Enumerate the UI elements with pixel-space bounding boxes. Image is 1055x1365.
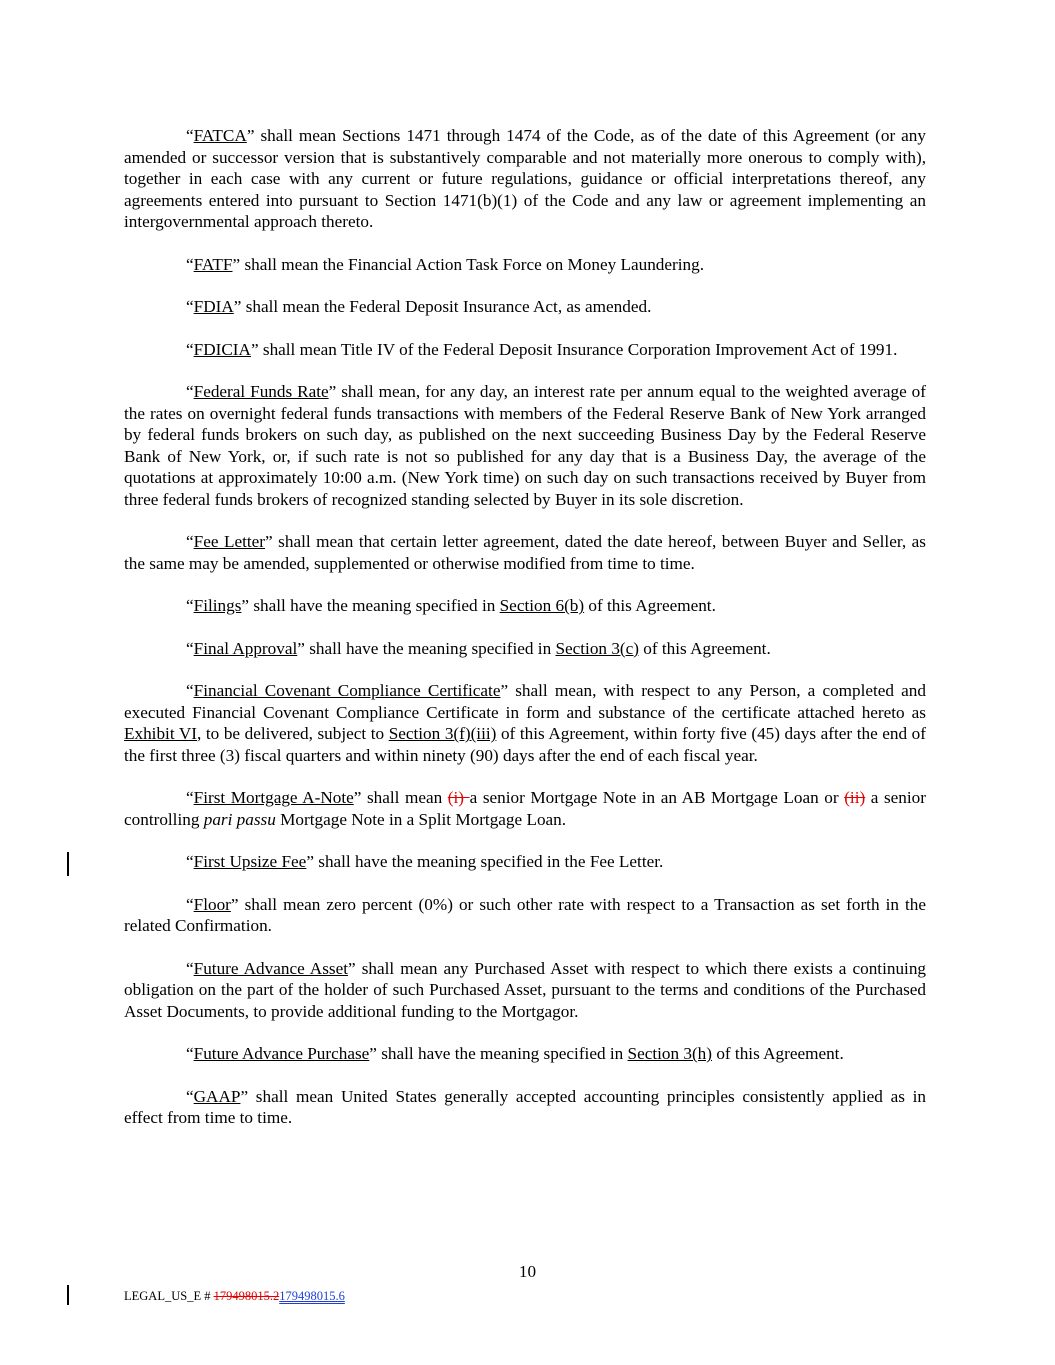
- defined-term: FDIA: [193, 297, 234, 317]
- defined-term: Future Advance Purchase: [193, 1044, 370, 1064]
- definition-text: a senior Mortgage Note in an AB Mortgage Loan or: [469, 788, 845, 808]
- definition-text: shall mean zero percent (0%) or such other rate with respect to a Transaction as set forth in the related Confirmation.: [124, 894, 926, 936]
- definition-fee-letter: “Fee Letter” shall mean that certain letter agreement, dated the date hereof, between Buyer and Seller, as the same may be amended, supplemented or otherwise modified from time to time.: [124, 532, 926, 573]
- definition-text: Mortgage Note in a Split Mortgage Loan.: [275, 809, 567, 829]
- definition-text: shall have the meaning specified in the Fee Letter.: [313, 852, 664, 872]
- defined-term: FATF: [193, 254, 233, 274]
- section-reference: Section 3(c): [555, 638, 639, 658]
- defined-term: Financial Covenant Compliance Certificate: [193, 681, 501, 701]
- definition-text: shall mean the Federal Deposit Insurance Act, as amended.: [241, 297, 652, 317]
- defined-term: Future Advance Asset: [193, 958, 349, 978]
- definition-text: a senior controlling: [124, 788, 926, 829]
- inserted-document-id: 179498015.6: [279, 1289, 345, 1303]
- definition-text: shall mean the Financial Action Task Force on Money Laundering.: [240, 254, 705, 274]
- definition-gaap: “GAAP” shall mean United States generally accepted accounting principles consistently applied as in effect from time to time.: [124, 1086, 926, 1128]
- section-reference: Section 6(b): [499, 596, 585, 616]
- defined-term: GAAP: [193, 1086, 241, 1106]
- definition-text: of this Agreement.: [584, 596, 716, 616]
- definition-text: shall mean, with respect to any Person, a completed and executed Financial Covenant Compliance Certificate in form and substance of the certificate attached hereto as: [124, 681, 926, 722]
- document-body: [124, 125, 926, 1150]
- change-bar-first-mortgage: [67, 852, 69, 876]
- italic-text: pari passu: [203, 809, 276, 829]
- definition-fdia: “FDIA” shall mean the Federal Deposit Insurance Act, as amended.: [186, 297, 652, 317]
- change-bar-footer: [67, 1285, 69, 1305]
- page-number: 10: [518, 1262, 537, 1281]
- definition-fatca: “FATCA” shall mean Sections 1471 through 1474 of the Code, as of the date of this Agreement (or any amended or successor version that is substantively comparable and not materially more onerous to comply with), together in each case with any current or future regulations, guidance or official interpretations thereof, any agreements entered into pursuant to Section 1471(b)(1) of the Code and any law or agreement implementing an intergovernmental approach thereto.: [124, 126, 926, 232]
- definition-text: shall mean that certain letter agreement, dated the date hereof, between Buyer and Seller, as the same may be amended, supplemented or otherwise modified from time to time.: [124, 532, 926, 573]
- definition-text: shall mean, for any day, an interest rate per annum equal to the weighted average of the rates on overnight federal funds transactions with members of the Federal Reserve Bank of New York arranged by federal funds brokers on such day, as published on the next succeeding Business Day by the Federal Reserve Bank of New York, or, if such rate is not so published for any day that is a Business Day, the average of the quotations at approximately 10:00 a.m. (New York time) on such day on such transactions received by Buyer from three federal funds brokers of recognized standing selected by Buyer in its sole discretion.: [124, 381, 926, 509]
- definition-text: of this Agreement.: [712, 1044, 844, 1064]
- defined-term: First Mortgage A-Note: [193, 788, 354, 808]
- document-id-footer: [124, 1289, 345, 1304]
- definition-fdicia: “FDICIA” shall mean Title IV of the Federal Deposit Insurance Corporation Improvement Act of 1991.: [186, 339, 898, 359]
- definition-final-approval: “Final Approval” shall have the meaning specified in Section 3(c) of this Agreement.: [186, 638, 771, 658]
- definition-text: shall mean Sections 1471 through 1474 of the Code, as of the date of this Agreement (or any amended or successor version that is substantively comparable and not materially more onerous to comply with), together in each case with any current or future regulations, guidance or official interpretations thereof, any agreements entered into pursuant to Section 1471(b)(1) of the Code and any law or agreement implementing an intergovernmental approach thereto.: [124, 126, 926, 232]
- section-reference: Section 3(f)(iii): [388, 724, 497, 744]
- definition-floor: “Floor” shall mean zero percent (0%) or such other rate with respect to a Transaction as set forth in the related Confirmation.: [124, 894, 926, 936]
- defined-term: FDICIA: [193, 339, 251, 359]
- document-id-prefix: LEGAL_US_E #: [124, 1289, 214, 1303]
- definition-text: shall have the meaning specified in: [249, 596, 500, 616]
- definition-text: , to be delivered, subject to: [197, 724, 389, 744]
- definition-text: shall mean any Purchased Asset with respect to which there exists a continuing obligation on the part of the holder of such Purchased Asset, pursuant to the terms and conditions of the Purchased Asset Documents, to provide additional funding to the Mortgagor.: [124, 958, 927, 1021]
- definition-text: shall have the meaning specified in: [376, 1044, 628, 1064]
- definition-federal-funds-rate: “Federal Funds Rate” shall mean, for any day, an interest rate per annum equal to the weighted average of the rates on overnight federal funds transactions with members of the Federal Reserve Bank of New York arranged by federal funds brokers on such day, as published on the next succeeding Business Day by the Federal Reserve Bank of New York, or, if such rate is not so published for any day that is a Business Day, the average of the quotations at approximately 10:00 a.m. (New York time) on such day on such transactions received by Buyer from three federal funds brokers of recognized standing selected by Buyer in its sole discretion.: [124, 381, 926, 509]
- defined-term: Final Approval: [193, 638, 298, 658]
- definition-financial-covenant-compliance-certificate: “Financial Covenant Compliance Certificate” shall mean, with respect to any Person, a completed and executed Financial Covenant Compliance Certificate in form and substance of the certificate attached hereto as Exhibit VI, to be delivered, subject to Section 3(f)(iii) of this Agreement, within forty five (45) days after the end of the first three (3) fiscal quarters and within ninety (90) days after the end of each fiscal year.: [124, 681, 926, 765]
- exhibit-reference: Exhibit VI: [124, 724, 198, 744]
- defined-term: First Upsize Fee: [193, 852, 307, 872]
- definition-text: shall mean Title IV of the Federal Deposit Insurance Corporation Improvement Act of 1991.: [258, 339, 898, 359]
- deleted-document-id: 179498015.2: [213, 1289, 280, 1303]
- defined-term: Federal Funds Rate: [193, 381, 329, 401]
- definition-filings: “Filings” shall have the meaning specified in Section 6(b) of this Agreement.: [186, 596, 716, 616]
- definition-first-upsize-fee: “First Upsize Fee” shall have the meaning specified in the Fee Letter.: [186, 852, 664, 872]
- definition-text: of this Agreement.: [639, 638, 771, 658]
- definition-fatf: “FATF” shall mean the Financial Action Task Force on Money Laundering.: [186, 254, 705, 274]
- defined-term: FATCA: [193, 126, 247, 145]
- definition-text: shall have the meaning specified in: [304, 638, 556, 658]
- definition-text: shall mean United States generally accepted accounting principles consistently applied as in effect from time to time.: [124, 1086, 926, 1128]
- deleted-text: (i): [447, 788, 470, 808]
- deleted-text: (ii): [844, 788, 866, 808]
- definition-first-mortgage-a-note: “First Mortgage A-Note” shall mean (i) a senior Mortgage Note in an AB Mortgage Loan or (ii) a senior controlling pari passu Mortgage Note in a Split Mortgage Loan.: [124, 788, 926, 829]
- defined-term: Floor: [193, 894, 231, 914]
- defined-term: Filings: [193, 596, 242, 616]
- definition-future-advance-purchase: “Future Advance Purchase” shall have the meaning specified in Section 3(h) of this Agreement.: [186, 1044, 844, 1064]
- definition-text: shall mean: [361, 788, 448, 808]
- definition-future-advance-asset: “Future Advance Asset” shall mean any Purchased Asset with respect to which there exists a continuing obligation on the part of the holder of such Purchased Asset, pursuant to the terms and conditions of the Purchased Asset Documents, to provide additional funding to the Mortgagor.: [124, 958, 927, 1021]
- defined-term: Fee Letter: [193, 532, 266, 552]
- definition-text: of this Agreement, within forty five (45) days after the end of the first three (3) fiscal quarters and within ninety (90) days after the end of each fiscal year.: [124, 724, 926, 765]
- section-reference: Section 3(h): [627, 1044, 713, 1064]
